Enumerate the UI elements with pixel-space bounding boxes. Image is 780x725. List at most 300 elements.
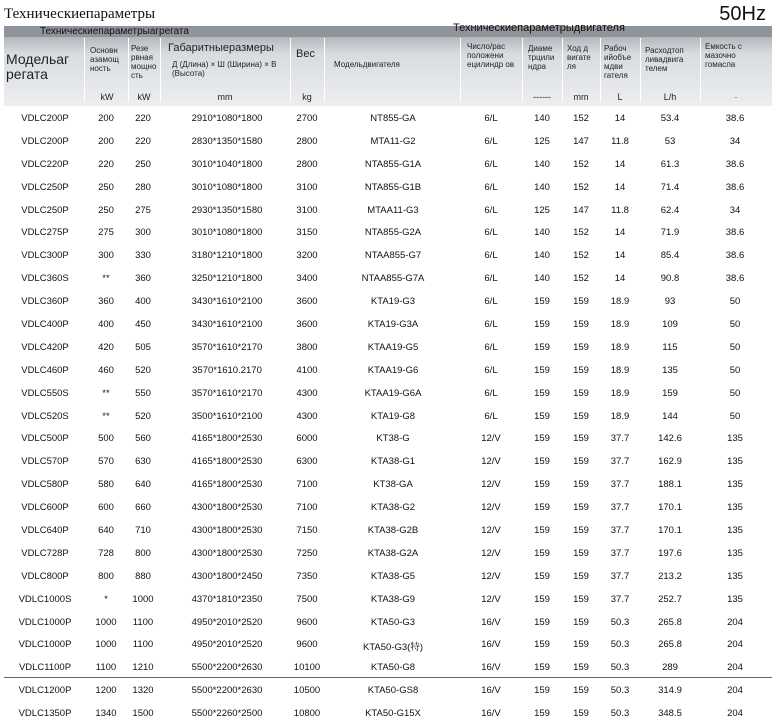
cell-bore: 140 bbox=[534, 227, 550, 239]
cell-cylinders: 6/L bbox=[484, 319, 498, 331]
table-row bbox=[4, 656, 772, 679]
cell-cylinders: 6/L bbox=[484, 227, 498, 239]
unit-dimensions: mm bbox=[217, 92, 233, 102]
cell-main-power: 200 bbox=[98, 113, 114, 124]
cell-cylinders: 6/L bbox=[484, 387, 498, 399]
cell-fuel: 53 bbox=[664, 135, 676, 147]
cell-displacement: 37.7 bbox=[610, 456, 630, 468]
cell-dimensions: 4165*1800*2530 bbox=[191, 433, 263, 445]
cell-fuel: 289 bbox=[662, 662, 678, 674]
cell-model: VDLC580P bbox=[21, 479, 69, 491]
cell-oil: 204 bbox=[727, 685, 743, 697]
table-bottom-border bbox=[4, 677, 772, 678]
cell-dimensions: 4300*1800*2530 bbox=[191, 502, 263, 514]
cell-model: VDLC1000S bbox=[18, 593, 72, 605]
table-row bbox=[4, 107, 772, 130]
cell-weight: 7500 bbox=[296, 593, 318, 605]
cell-stroke: 159 bbox=[573, 662, 589, 674]
cell-main-power: 250 bbox=[98, 181, 114, 193]
cell-fuel: 170.1 bbox=[658, 502, 682, 514]
table-row bbox=[4, 588, 772, 611]
cell-oil: 50 bbox=[729, 296, 741, 308]
cell-model: VDLC300P bbox=[21, 250, 69, 262]
cell-engine-model: KTA50-G3 bbox=[370, 616, 416, 628]
table-row bbox=[4, 633, 772, 656]
cell-engine-model: KTA38-G2A bbox=[367, 547, 419, 559]
table-row bbox=[4, 565, 772, 588]
header-model: Модельаг регата bbox=[6, 51, 70, 82]
cell-stroke: 159 bbox=[573, 570, 589, 582]
table-row bbox=[4, 427, 772, 450]
cell-oil: 50 bbox=[729, 341, 741, 353]
cell-engine-model: NTAA855-G7 bbox=[364, 250, 422, 262]
cell-oil: 50 bbox=[729, 364, 741, 376]
table-row bbox=[4, 611, 772, 634]
cell-displacement: 50.3 bbox=[610, 708, 630, 720]
cell-dimensions: 2910*1080*1800 bbox=[191, 113, 263, 124]
cell-displacement: 14 bbox=[614, 158, 626, 170]
cell-weight: 3100 bbox=[296, 181, 318, 193]
cell-weight: 3600 bbox=[296, 296, 318, 308]
cell-displacement: 37.7 bbox=[610, 570, 630, 582]
cell-displacement: 14 bbox=[614, 181, 626, 193]
cell-model: VDLC360S bbox=[21, 273, 69, 285]
cell-model: VDLC460P bbox=[21, 364, 69, 376]
cell-cylinders: 6/L bbox=[484, 296, 498, 308]
cell-model: VDLC275P bbox=[21, 227, 69, 239]
cell-cylinders: 12/V bbox=[481, 593, 501, 605]
cell-reserve-power: 220 bbox=[135, 113, 151, 124]
cell-stroke: 147 bbox=[573, 204, 589, 216]
cell-reserve-power: 505 bbox=[135, 341, 151, 353]
cell-bore: 159 bbox=[534, 341, 550, 353]
cell-main-power: 360 bbox=[98, 296, 114, 308]
cell-dimensions: 3010*1040*1800 bbox=[191, 158, 263, 170]
cell-fuel: 115 bbox=[662, 341, 678, 353]
cell-model: VDLC250P bbox=[21, 181, 69, 193]
cell-stroke: 159 bbox=[573, 547, 589, 559]
cell-weight: 7350 bbox=[296, 570, 318, 582]
cell-weight: 10500 bbox=[293, 685, 321, 697]
cell-stroke: 159 bbox=[573, 593, 589, 605]
cell-cylinders: 6/L bbox=[484, 273, 498, 285]
cell-dimensions: 3250*1210*1800 bbox=[191, 273, 263, 285]
cell-main-power: 600 bbox=[98, 502, 114, 514]
cell-fuel: 162.9 bbox=[658, 456, 682, 468]
cell-engine-model: KTA50-GS8 bbox=[367, 685, 419, 697]
cell-cylinders: 6/L bbox=[484, 158, 498, 170]
cell-dimensions: 3500*1610*2100 bbox=[191, 410, 263, 422]
cell-dimensions: 3570*1610*2170 bbox=[191, 387, 263, 399]
cell-cylinders: 6/L bbox=[484, 341, 498, 353]
cell-reserve-power: 220 bbox=[135, 135, 151, 147]
cell-stroke: 159 bbox=[573, 456, 589, 468]
cell-dimensions: 4950*2010*2520 bbox=[191, 616, 263, 628]
cell-dimensions: 3180*1210*1800 bbox=[191, 250, 263, 262]
cell-cylinders: 12/V bbox=[481, 479, 501, 491]
cell-stroke: 152 bbox=[573, 273, 589, 285]
cell-fuel: 188.1 bbox=[658, 479, 682, 491]
cell-cylinders: 12/V bbox=[481, 502, 501, 514]
cell-stroke: 159 bbox=[573, 341, 589, 353]
cell-fuel: 62.4 bbox=[660, 204, 680, 216]
cell-bore: 159 bbox=[534, 639, 550, 651]
cell-displacement: 50.3 bbox=[610, 639, 630, 651]
cell-main-power: 640 bbox=[98, 525, 114, 537]
cell-reserve-power: 630 bbox=[135, 456, 151, 468]
cell-reserve-power: 520 bbox=[135, 364, 151, 376]
cell-weight: 7150 bbox=[296, 525, 318, 537]
header-displacement: Рабоч ийобъе мдви гателя bbox=[604, 44, 632, 80]
table-row bbox=[4, 130, 772, 153]
cell-displacement: 37.7 bbox=[610, 547, 630, 559]
cell-main-power: 250 bbox=[98, 204, 114, 216]
cell-displacement: 18.9 bbox=[610, 341, 630, 353]
cell-bore: 140 bbox=[534, 181, 550, 193]
cell-bore: 159 bbox=[534, 708, 550, 720]
unit-reserve-power: kW bbox=[137, 92, 151, 102]
cell-dimensions: 3010*1080*1800 bbox=[191, 227, 263, 239]
cell-main-power: 1340 bbox=[95, 708, 117, 720]
cell-reserve-power: 560 bbox=[135, 433, 151, 445]
cell-dimensions: 3010*1080*1800 bbox=[191, 181, 263, 193]
cell-fuel: 53.4 bbox=[660, 113, 680, 124]
cell-main-power: 220 bbox=[98, 158, 114, 170]
cell-fuel: 61.3 bbox=[660, 158, 680, 170]
cell-weight: 3100 bbox=[296, 204, 318, 216]
table-row bbox=[4, 382, 772, 405]
cell-weight: 10100 bbox=[293, 662, 321, 674]
cell-oil: 135 bbox=[727, 547, 743, 559]
cell-main-power: 460 bbox=[98, 364, 114, 376]
cell-engine-model: MTAA11-G3 bbox=[367, 204, 419, 216]
cell-engine-model: KTA38-G1 bbox=[370, 456, 416, 468]
table-row bbox=[4, 290, 772, 313]
cell-bore: 159 bbox=[534, 685, 550, 697]
cell-model: VDLC1100P bbox=[18, 662, 72, 674]
cell-displacement: 37.7 bbox=[610, 433, 630, 445]
cell-fuel: 265.8 bbox=[658, 616, 682, 628]
cell-cylinders: 16/V bbox=[481, 662, 501, 674]
cell-engine-model: KTA19-G3 bbox=[370, 296, 416, 308]
table-row bbox=[4, 405, 772, 428]
cell-engine-model: MTA11-G2 bbox=[370, 135, 416, 147]
header-reserve-power: Резе рвная мощно сть bbox=[131, 44, 157, 80]
cell-model: VDLC1000P bbox=[18, 639, 72, 651]
cell-weight: 2800 bbox=[296, 135, 318, 147]
cell-dimensions: 4370*1810*2350 bbox=[191, 593, 263, 605]
cell-weight: 3800 bbox=[296, 341, 318, 353]
cell-reserve-power: 250 bbox=[135, 158, 151, 170]
cell-bore: 159 bbox=[534, 662, 550, 674]
cell-displacement: 37.7 bbox=[610, 525, 630, 537]
genset-params-band: Техническиепараметрыагрегата bbox=[40, 26, 189, 37]
cell-main-power: 300 bbox=[98, 250, 114, 262]
cell-reserve-power: 640 bbox=[135, 479, 151, 491]
cell-displacement: 18.9 bbox=[610, 410, 630, 422]
cell-oil: 204 bbox=[727, 616, 743, 628]
header-fuel: Расходтоп ливадвига телем bbox=[645, 46, 684, 73]
cell-weight: 4300 bbox=[296, 410, 318, 422]
cell-model: VDLC420P bbox=[21, 341, 69, 353]
cell-engine-model: KTA19-G8 bbox=[370, 410, 416, 422]
cell-bore: 159 bbox=[534, 364, 550, 376]
cell-weight: 3600 bbox=[296, 319, 318, 331]
cell-displacement: 11.8 bbox=[611, 135, 629, 147]
cell-cylinders: 6/L bbox=[484, 181, 498, 193]
cell-engine-model: NTA855-G1B bbox=[364, 181, 422, 193]
unit-stroke: mm bbox=[573, 92, 589, 102]
cell-bore: 159 bbox=[534, 319, 550, 331]
cell-main-power: * bbox=[104, 593, 108, 605]
cell-dimensions: 3430*1610*2100 bbox=[191, 319, 263, 331]
cell-oil: 38.6 bbox=[725, 273, 745, 285]
table-row bbox=[4, 267, 772, 290]
cell-bore: 159 bbox=[534, 479, 550, 491]
cell-stroke: 159 bbox=[573, 296, 589, 308]
cell-dimensions: 4165*1800*2530 bbox=[191, 479, 263, 491]
header-main-power: Основн азамощ ность bbox=[90, 46, 120, 73]
cell-main-power: 275 bbox=[98, 227, 114, 239]
cell-oil: 34 bbox=[729, 135, 741, 147]
cell-displacement: 37.7 bbox=[610, 593, 630, 605]
cell-model: VDLC800P bbox=[21, 570, 69, 582]
cell-main-power: 1100 bbox=[95, 662, 117, 674]
cell-engine-model: KT38-GA bbox=[373, 479, 413, 491]
cell-main-power: 500 bbox=[98, 433, 114, 445]
cell-stroke: 152 bbox=[573, 113, 589, 124]
cell-weight: 9600 bbox=[296, 616, 318, 628]
cell-fuel: 135 bbox=[662, 364, 678, 376]
cell-main-power: ** bbox=[102, 387, 110, 399]
cell-oil: 38.6 bbox=[725, 227, 745, 239]
cell-reserve-power: 1500 bbox=[132, 708, 154, 720]
cell-model: VDLC200P bbox=[21, 113, 69, 124]
unit-bore: ------ bbox=[533, 92, 551, 102]
cell-stroke: 159 bbox=[573, 708, 589, 720]
cell-oil: 135 bbox=[727, 593, 743, 605]
cell-displacement: 50.3 bbox=[610, 662, 630, 674]
cell-displacement: 14 bbox=[614, 227, 626, 239]
cell-displacement: 18.9 bbox=[610, 387, 630, 399]
cell-main-power: ** bbox=[102, 410, 110, 422]
cell-weight: 2800 bbox=[296, 158, 318, 170]
cell-reserve-power: 360 bbox=[135, 273, 151, 285]
cell-cylinders: 12/V bbox=[481, 456, 501, 468]
cell-model: VDLC250P bbox=[21, 204, 69, 216]
cell-bore: 159 bbox=[534, 502, 550, 514]
cell-cylinders: 6/L bbox=[484, 364, 498, 376]
cell-displacement: 50.3 bbox=[610, 616, 630, 628]
table-row bbox=[4, 359, 772, 382]
cell-stroke: 147 bbox=[573, 135, 589, 147]
cell-model: VDLC520S bbox=[21, 410, 69, 422]
cell-dimensions: 4300*1800*2530 bbox=[191, 525, 263, 537]
cell-dimensions: 5500*2200*2630 bbox=[191, 662, 263, 674]
cell-cylinders: 12/V bbox=[481, 547, 501, 559]
cell-oil: 135 bbox=[727, 502, 743, 514]
table-row bbox=[4, 244, 772, 267]
cell-engine-model: KTAA19-G6A bbox=[364, 387, 422, 399]
table-row bbox=[4, 221, 772, 244]
cell-stroke: 159 bbox=[573, 410, 589, 422]
cell-dimensions: 4300*1800*2450 bbox=[191, 570, 263, 582]
cell-oil: 38.6 bbox=[725, 113, 745, 124]
cell-main-power: 1200 bbox=[95, 685, 117, 697]
cell-engine-model: KTA50-G3(特) bbox=[362, 642, 423, 654]
cell-dimensions: 5500*2200*2630 bbox=[191, 685, 263, 697]
cell-bore: 159 bbox=[534, 547, 550, 559]
cell-model: VDLC200P bbox=[21, 135, 69, 147]
cell-stroke: 152 bbox=[573, 227, 589, 239]
cell-model: VDLC1200P bbox=[18, 685, 72, 697]
cell-bore: 159 bbox=[534, 456, 550, 468]
cell-main-power: 570 bbox=[98, 456, 114, 468]
cell-engine-model: KTA50-G15X bbox=[365, 708, 421, 720]
cell-oil: 204 bbox=[727, 639, 743, 651]
cell-model: VDLC1000P bbox=[18, 616, 72, 628]
cell-reserve-power: 550 bbox=[135, 387, 151, 399]
header-dimensions-sub: Д (Длина) × Ш (Ширина) × В (Высота) bbox=[172, 60, 277, 78]
cell-model: VDLC500P bbox=[21, 433, 69, 445]
cell-stroke: 152 bbox=[573, 158, 589, 170]
cell-engine-model: NT855-GA bbox=[370, 113, 416, 124]
cell-main-power: 800 bbox=[98, 570, 114, 582]
cell-fuel: 213.2 bbox=[658, 570, 682, 582]
cell-reserve-power: 450 bbox=[135, 319, 151, 331]
cell-main-power: ** bbox=[102, 273, 110, 285]
cell-oil: 38.6 bbox=[725, 250, 745, 262]
cell-bore: 159 bbox=[534, 593, 550, 605]
cell-dimensions: 3570*1610.2170 bbox=[192, 364, 262, 376]
table-row bbox=[4, 542, 772, 565]
cell-displacement: 18.9 bbox=[610, 319, 630, 331]
cell-stroke: 159 bbox=[573, 387, 589, 399]
cell-stroke: 159 bbox=[573, 433, 589, 445]
cell-cylinders: 6/L bbox=[484, 410, 498, 422]
data-table-body bbox=[4, 107, 772, 725]
cell-model: VDLC400P bbox=[21, 319, 69, 331]
cell-oil: 34 bbox=[729, 204, 741, 216]
cell-fuel: 142.6 bbox=[658, 433, 682, 445]
cell-cylinders: 16/V bbox=[481, 685, 501, 697]
cell-weight: 7100 bbox=[296, 502, 318, 514]
cell-reserve-power: 1100 bbox=[132, 616, 154, 628]
cell-oil: 50 bbox=[729, 319, 741, 331]
cell-model: VDLC360P bbox=[21, 296, 69, 308]
cell-stroke: 159 bbox=[573, 616, 589, 628]
table-row bbox=[4, 473, 772, 496]
cell-dimensions: 4300*1800*2530 bbox=[191, 547, 263, 559]
table-row bbox=[4, 153, 772, 176]
cell-dimensions: 2830*1350*1580 bbox=[191, 135, 263, 147]
header-cylinders: Число/рас положени ецилиндр ов bbox=[467, 42, 515, 69]
cell-fuel: 144 bbox=[662, 410, 678, 422]
cell-dimensions: 4165*1800*2530 bbox=[191, 456, 263, 468]
cell-model: VDLC640P bbox=[21, 525, 69, 537]
unit-weight: kg bbox=[302, 92, 312, 102]
cell-engine-model: KTA38-G2B bbox=[367, 525, 419, 537]
cell-engine-model: KTA19-G3A bbox=[367, 319, 419, 331]
cell-displacement: 14 bbox=[614, 113, 626, 124]
cell-main-power: 1000 bbox=[95, 639, 117, 651]
cell-stroke: 152 bbox=[573, 250, 589, 262]
cell-reserve-power: 400 bbox=[135, 296, 151, 308]
cell-stroke: 159 bbox=[573, 685, 589, 697]
cell-stroke: 159 bbox=[573, 525, 589, 537]
header-oil: Емкость с мазочно гомасла bbox=[705, 42, 742, 69]
cell-engine-model: NTA855-G1A bbox=[364, 158, 422, 170]
cell-cylinders: 16/V bbox=[481, 708, 501, 720]
cell-weight: 7250 bbox=[296, 547, 318, 559]
cell-reserve-power: 800 bbox=[135, 547, 151, 559]
cell-oil: 135 bbox=[727, 456, 743, 468]
cell-fuel: 85.4 bbox=[660, 250, 680, 262]
cell-displacement: 37.7 bbox=[610, 479, 630, 491]
cell-cylinders: 16/V bbox=[481, 616, 501, 628]
cell-dimensions: 3430*1610*2100 bbox=[191, 296, 263, 308]
cell-engine-model: KTAA19-G6 bbox=[367, 364, 419, 376]
header-weight: Вес bbox=[296, 48, 315, 60]
cell-cylinders: 6/L bbox=[484, 113, 498, 124]
cell-bore: 159 bbox=[534, 387, 550, 399]
cell-reserve-power: 1320 bbox=[132, 685, 154, 697]
cell-cylinders: 6/L bbox=[484, 250, 498, 262]
cell-oil: 38.6 bbox=[725, 181, 745, 193]
cell-displacement: 18.9 bbox=[610, 296, 630, 308]
cell-bore: 140 bbox=[534, 113, 550, 124]
cell-fuel: 265.8 bbox=[658, 639, 682, 651]
cell-bore: 159 bbox=[534, 570, 550, 582]
cell-main-power: 580 bbox=[98, 479, 114, 491]
cell-reserve-power: 710 bbox=[135, 525, 151, 537]
cell-model: VDLC220P bbox=[21, 158, 69, 170]
unit-fuel: L/h bbox=[663, 92, 677, 102]
cell-fuel: 93 bbox=[664, 296, 676, 308]
header-dimensions: Габаритныеразмеры bbox=[168, 42, 274, 54]
table-row bbox=[4, 450, 772, 473]
cell-oil: 204 bbox=[727, 708, 743, 720]
cell-engine-model: KTAA19-G5 bbox=[367, 341, 419, 353]
cell-fuel: 348.5 bbox=[658, 708, 682, 720]
cell-dimensions: 5500*2260*2500 bbox=[191, 708, 263, 720]
cell-main-power: 400 bbox=[98, 319, 114, 331]
cell-engine-model: KTA38-G9 bbox=[370, 593, 416, 605]
cell-weight: 7100 bbox=[296, 479, 318, 491]
cell-engine-model: NTAA855-G7A bbox=[361, 273, 425, 285]
header-stroke: Ход д вигате ля bbox=[567, 44, 591, 71]
table-row bbox=[4, 313, 772, 336]
table-row bbox=[4, 176, 772, 199]
header-bore: Диаме трцили ндра bbox=[528, 44, 555, 71]
cell-oil: 38.6 bbox=[725, 158, 745, 170]
cell-model: VDLC1350P bbox=[18, 708, 72, 720]
cell-oil: 135 bbox=[727, 525, 743, 537]
cell-fuel: 71.9 bbox=[660, 227, 680, 239]
cell-engine-model: KTA38-G2 bbox=[370, 502, 416, 514]
cell-fuel: 109 bbox=[662, 319, 678, 331]
cell-displacement: 14 bbox=[614, 273, 626, 285]
cell-model: VDLC728P bbox=[21, 547, 69, 559]
cell-reserve-power: 1100 bbox=[132, 639, 154, 651]
cell-bore: 140 bbox=[534, 158, 550, 170]
unit-oil: · bbox=[734, 92, 738, 102]
cell-weight: 10800 bbox=[293, 708, 321, 720]
cell-model: VDLC570P bbox=[21, 456, 69, 468]
cell-dimensions: 2930*1350*1580 bbox=[191, 204, 263, 216]
cell-weight: 6000 bbox=[296, 433, 318, 445]
cell-fuel: 252.7 bbox=[658, 593, 682, 605]
